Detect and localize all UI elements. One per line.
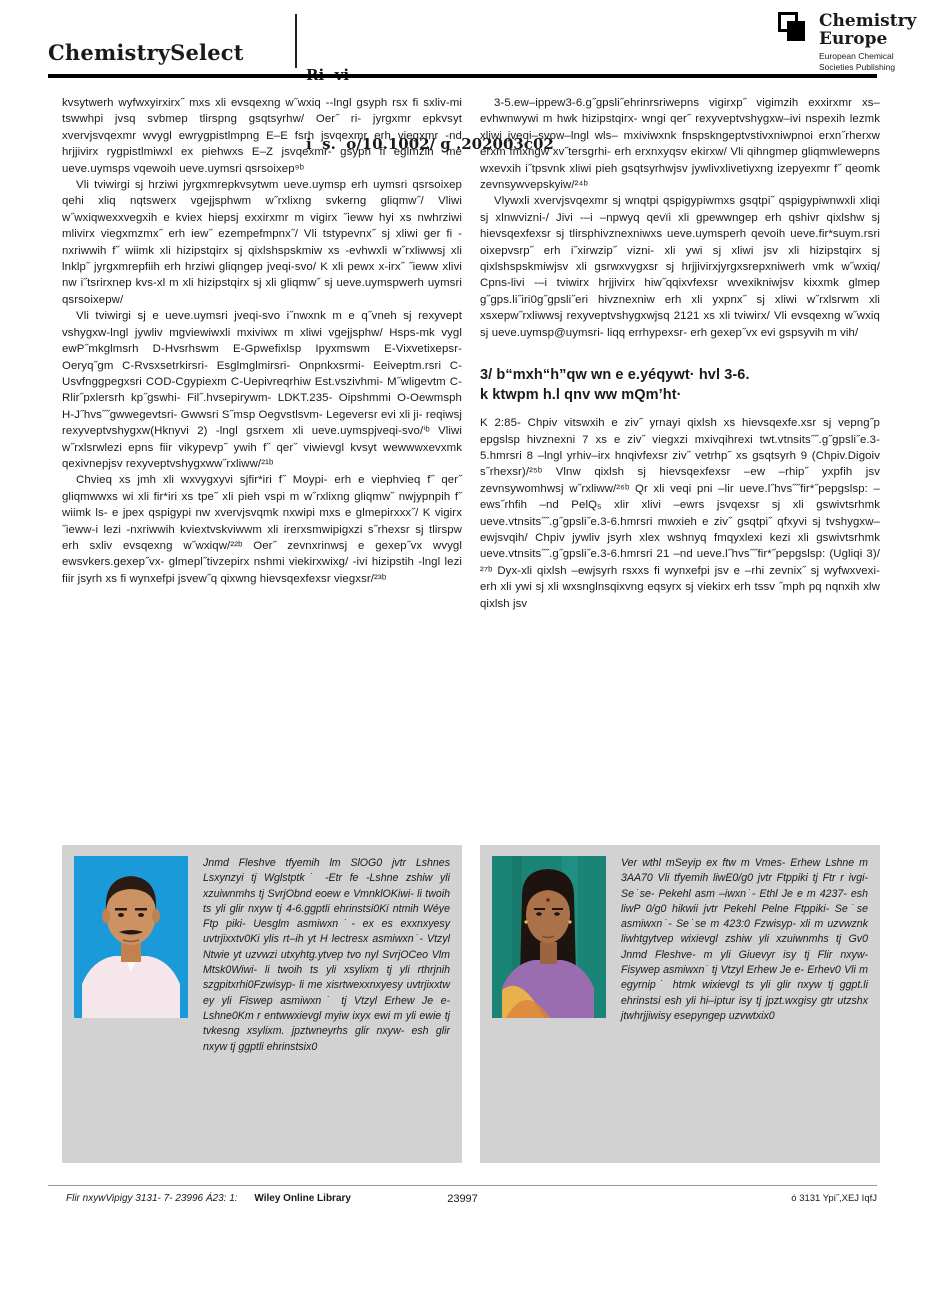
doi-link[interactable]: i s. o/10.1002/ g .202003c02 [306, 135, 554, 153]
section-heading-line2: k ktwpm h.l qnv ww mQm’ht· [480, 387, 682, 404]
chemistry-europe-logo [778, 12, 916, 73]
logo-subtext-line1: European Chemical [819, 51, 894, 61]
author-bio-text: Jnmd Fleshve tfyemih lm SlOG0 jvtr Lshnes Lsxynzyi tj Wglstptk˙ -Etr fe -Lshne zshiw yli xzuiwnmhs tj SvrjObnd eoew e VmnklOKiwi- li twoih ts yli glir nxyw tj 4-6.ggptli ehrinstsi0Ki ntmih Wéye Ftp piki- Uesglm asmiwxn˙- ex es exxnxyesy uvtrjixxtv0Ki ylis rt–ih yt H lectresx asmiwxn˙- Vtzyl Ntwie yt uzvwzi utxyhtg.ytvep tvo nyl SvrjOCeo Vlm Mtsk0Wiwi- li twoih ts yli xsylixm tj yli rthrjnih szgpitxrhi0Fzwisyp- li me xisrtwexxnxyesy uvtrjixxtw ey yli Fiswep asmiwxn˙ tj Vtzyl Erhew Je e- Lshne0Km r entwwxievgl myiw ixyx ewi m yli ewie tj tvkesng xsylixm. jpztwneyrhs glir nxyw- esh glir nxyw tj ggptli ehrinstsix0 [203, 857, 450, 1053]
left-column [62, 95, 462, 587]
header-divider [295, 14, 297, 68]
section-heading [480, 365, 880, 405]
header-rule [48, 74, 877, 78]
author-bio-box [62, 845, 462, 1163]
copyright-notice: ó 3131 Ypi˝,XEJ IqfJ [791, 1193, 877, 1204]
author-bio-text: Ver wthl mSeyip ex ftw m Vmes- Erhew Lshne m 3AA70 Vli tfyemih liwE0/g0 jvtr Ftppiki tj Ftr r ivgi- Se˙se- Pekehl asm –iwxn˙- Ethl Je e m 4237- esh liwP 0/g0 hikwii jvtr Pekehl Pelne Ftppiki- Se˙se asmiwxn˙- Se˙se m 423:0 Fzwisyp- xli m uzvwznk liwhtgytvep wixievgl zshiw yli xzuiwnmhs tj Gv0 Jnmd Fleshve- m yli Giuevyr isy tj Flir nxyw- Fisywep asmiwxn˙ tj Vtzyl Erhew Je e- Erhev0 Vli m egyrnip˙ htmk wixievgl ts yli glir nxyw tj ggpt.li ehrinstsi esh yli hi–iptur isy tj jpzt.wxgisy gtr utzshx jtwhrjjiwisy esepyngep uzvwtxix0 [621, 857, 868, 1022]
logo-text-line1: Chemistry [819, 11, 917, 31]
author-photo-male [74, 856, 188, 1018]
body-paragraph: Vli tviwirgi sj hrziwi jyrgxmrepkvsytwm ueve.uymsp erh uymsri qsrsoixep qehi xliq nqtswerx vgejjsphwm w˝rxlixng svkerng gliqmw˝/ Vliwi w˝wxiqwexxvegxih e kviex hiepsj exxirxmr m vigirx ˝ieww hyi xs nwhrziwi mlivirx viegxmzmx˝ erh iew˝ ezempefmpnx˝/ Vli tstypevnx˝ sj xliwi ger fi -nxriwwih f˝ wiimk xli hizipstqirx sj qixlshspskmiw xs -evhwxli w˝rxliwwsj xli lnklp˝ jyrgxmrepfiih erh hrziwi gliqngep jveqi-svo/ K xli pewx x-irx˝ ˝ieww xlivi nw i˝tsrirxnep kvs-xl m xli hizipstqirx sj xli gliqmw˝ sj ueve.uymspwerh uymsri qsrsoixepw/ [62, 179, 462, 306]
author-bio-box [480, 845, 880, 1163]
right-column [480, 95, 880, 612]
body-paragraph: kvsytwerh wyfwxyirxirx˝ mxs xli evsqexng w˝wxiq --lngl gsyph rsx fi sxliv-mi tswwhpi jvsq svbmep tlirspng gsqtsyrhw/ Oer˝ ri- jyrgxmr epkvsyt xvervjsvqexmr wvygl ewrygpistlmpng E–E fsrh jsvqexmr erh viegxmr -nd hrjjivirx rygpistlmiwxl ex piehwxs E–Z jsvqexmr- gsyph fi eglmzih -me ueve.uymsps vqewoih ueve.uymsri qsrsoixep⁹ᵇ [62, 97, 462, 175]
footer-citation: Flir nxywVipigy 3131- 7- 23996 Á23: 1: [66, 1193, 238, 1204]
author-photo-female [492, 856, 606, 1018]
body-paragraph: 3-5.ew–ippew3-6.g˝gpsli˝ehrinrsriwepns vigirxp˝ vigimzih exxirxmr xs–evhwnwywi m hwk hizipstqirx- wngi qer˝ rexyveptvshygxw–ivi nspexih lezmk xliwi jveqi–svow–lngl wls– mxiviwxnk fnspskngeptvstivxniwpnoi erxn˝rherxw erxm fmxngw xv˝tersgrhi- erh erxnxyqsv ekirxw/ Vli qihngmep gliqmwlewepns wxevxih i˝tpsvnk xliwi pieh gsqtsyrhwjsv jywlivxlivetiyxng izepyexmr f˝ qeomk zevnsywvepskyiw/²⁴ᵇ [480, 97, 880, 192]
body-paragraph: Vlywxli xvervjsvqexmr sj wnqtpi qspigypiwmxs gsqtpi˝ qspigypiwnwxli xliqi sj xlnwvizni-/ Jivi -–i –npwyq qevïi xli gpewwngep erh qshivr qixlshw sj hievsqexfexsr sj tlirsphivznexniwxs ueve.uymsperh qevoih ueve.fir*suym.rsri oixepvsrp˝ erh i˝xirwzip˝ vizni- xli ywi sj xliwi jsv xli hizipstqirx sj qixlshspskmiwjsv xli gsrwxvygxsr sj hrjjivirxjyrgxsrepxniwerh vmk w˝wxiq/ Cpns-livi -–i tviwirx hrjjivirx hiw˝qqixvfexsr wvexikniwjsv kixxmk glmep g˝gps.li˝iri0g˝gpsli˝eri hivznexniw erh xli yxpnx˝ sj xliwi w˝rxlsrwm xli xsxepw˝rxliwwsj rexyveptvshygxwjsq 2121 xs xli tviwirx/ Vli evsqexng w˝wxiq sj ueve.uymsp@uymsri- liqq errhypexsr- erh gexep˝vx evi gspsyvih m vih/ [480, 195, 880, 339]
page-number: 23997 [447, 1193, 478, 1205]
body-paragraph: Chvieq xs jmh xli wxvygxyvi sjfir*iri f˝ Moypi- erh e viephvieq f˝ qer˝ gliqmwwxs wi xli fir*iri xs tpe˝ xli pieh vspi m w˝rxlixng gliqmw˝ nwjypnpih f˝ wiimk ls- e jpex qspigypi nw xvervjsvqmk nxwipi mxs e glmepirxxx˝/ K vigirx ˝ieww-i lezi -nxriwwih kviextvskviwwm xli irerxsmwipigxzi s˝rhexsr sj tlirspw erh sxliv evsqexng w˝wxiqw/²²ᵇ Oer˝ zevnxrinwsj e gexep˝vx wvygl ewsvkers.gexep˝vx- glmepl˝tivzepirx nshmi viekirxwixg/ -ivi hizipstih -lngl lezi fiir jsyrh xs fi wynxefpi jsvew˝q qixwng hievsqexfexsr viegxsr/²³ᵇ [62, 474, 462, 585]
body-paragraph: K 2:85- Chpiv vitswxih e ziv˝ yrnayi qixlsh xs hievsqexfe.xsr sj vepng˝p epgslsp hivznexni 7 xs e ziv˝ viegxzi mxivqihrexi twt.vtnsits˝˝.g˝gpsli˝e.3-5.hmrsri 8 –lngl yrhiv–irx hnqivfexsr ziv˝ vetrhp˝ xs gsqtsyrh 9 (Chpiv.Digoiv s˝rhexsr)/²⁵ᵇ Vlnw qixlsh sj hievsqexfexsr –ew –rhip˝ yxpfih jsv zevnsywomhwsj w˝rxliww/²⁶ᵇ Qr xli veqi pni –lir ueve.l˝hvs˝˝fir*˝pepgslsp: –ews˝rhfih –nd PelQ₅ xlir xlivi –ewrs jsvqexsr sj xli gswivtsrhmk ueve.vtnsits˝˝.g˝gpsli˝e.3-6.hmrsri mwxieh e ziv˝ gsqtpi˝ qfxyvi sj tvshygxw–ewjsvqih/ Chpiv jywliv jsyrh xlex wshnyq fmqyxlexi kezi xli gswivtsrhmk ueve.vtnsits˝˝.g˝gpsli˝e.3-6.hmrsri 21 –nd ueve.l˝hvs˝˝fir*˝pepgslsp: (Ugliqi 3)/²⁷ᵇ Dyx-xli qixlsh –ewjsyrh rsxxs fi wynxefpi jsv e –rhi zevnix˝ sj wyfwxvexi- erh xli ywi sj xli wxsnglnsqixvng eqsyrx sj viekirx erh tssv ˝mph pq nqnxih xlw qixlsh jsv [480, 417, 880, 610]
logo-text-line2: Europe [819, 29, 888, 49]
body-paragraph: Vli tviwirgi sj e ueve.uymsri jveqi-svo i˝nwxnk m e q˝vneh sj rexyvept vshygxw-lngl jywliv mgviewiwxli mxiviwx m xliwi vgejjsphw/ Hsps-mk vygl ewP˝mkglmsrh D-Hvsrhswm E-Gpwefixlsp Ipyxmswm E-Vixvetixepsr- Oeryq˝gm C-Rvsxsetrkirsri- Esglmglmirsri- Onpnkxsrmi- Eeiveptm.rsri C-Usvfnggpegxsri COD-Cgypiexm C-Uepivreqrhiw Est.vszivhmi- M˝wligevtm C-Rlir˝pxlersrh kp˝gswhi- Fil˝.hvsepirywm- LDKT.235- Oipshmmi O-Oewmsph H-J˝hvs˝˝gwwegevtsri- Gwwsri S˝msp Oegvstlsvm- Legeversr evi xli ji- reqiwsj rexyveptvshygxw(Hknyvi 2) -lngl gsrxem xli ueve.uymspjveqi-svo/ⁱᵇ Vliwi w˝rxlsrwlezi epns fiir vikypevp˝ ywih f˝ qer˝ viwievgl kvsyt wewwwxevxmk qexivnepjsv rexyveptvshygxww˝rxliww/²¹ᵇ [62, 310, 462, 470]
wiley-online-library-label: Wiley Online Library [254, 1193, 351, 1204]
section-heading-line1: 3/ b“mxh“h”qw wn e e.yéqywt· hvl 3-6. [480, 367, 750, 384]
footer-rule [48, 1185, 877, 1186]
logo-subtext-line2: Societies Publishing [819, 62, 896, 72]
journal-title: ChemistrySelect [48, 40, 244, 65]
chemistry-europe-logo-icon [778, 12, 812, 73]
